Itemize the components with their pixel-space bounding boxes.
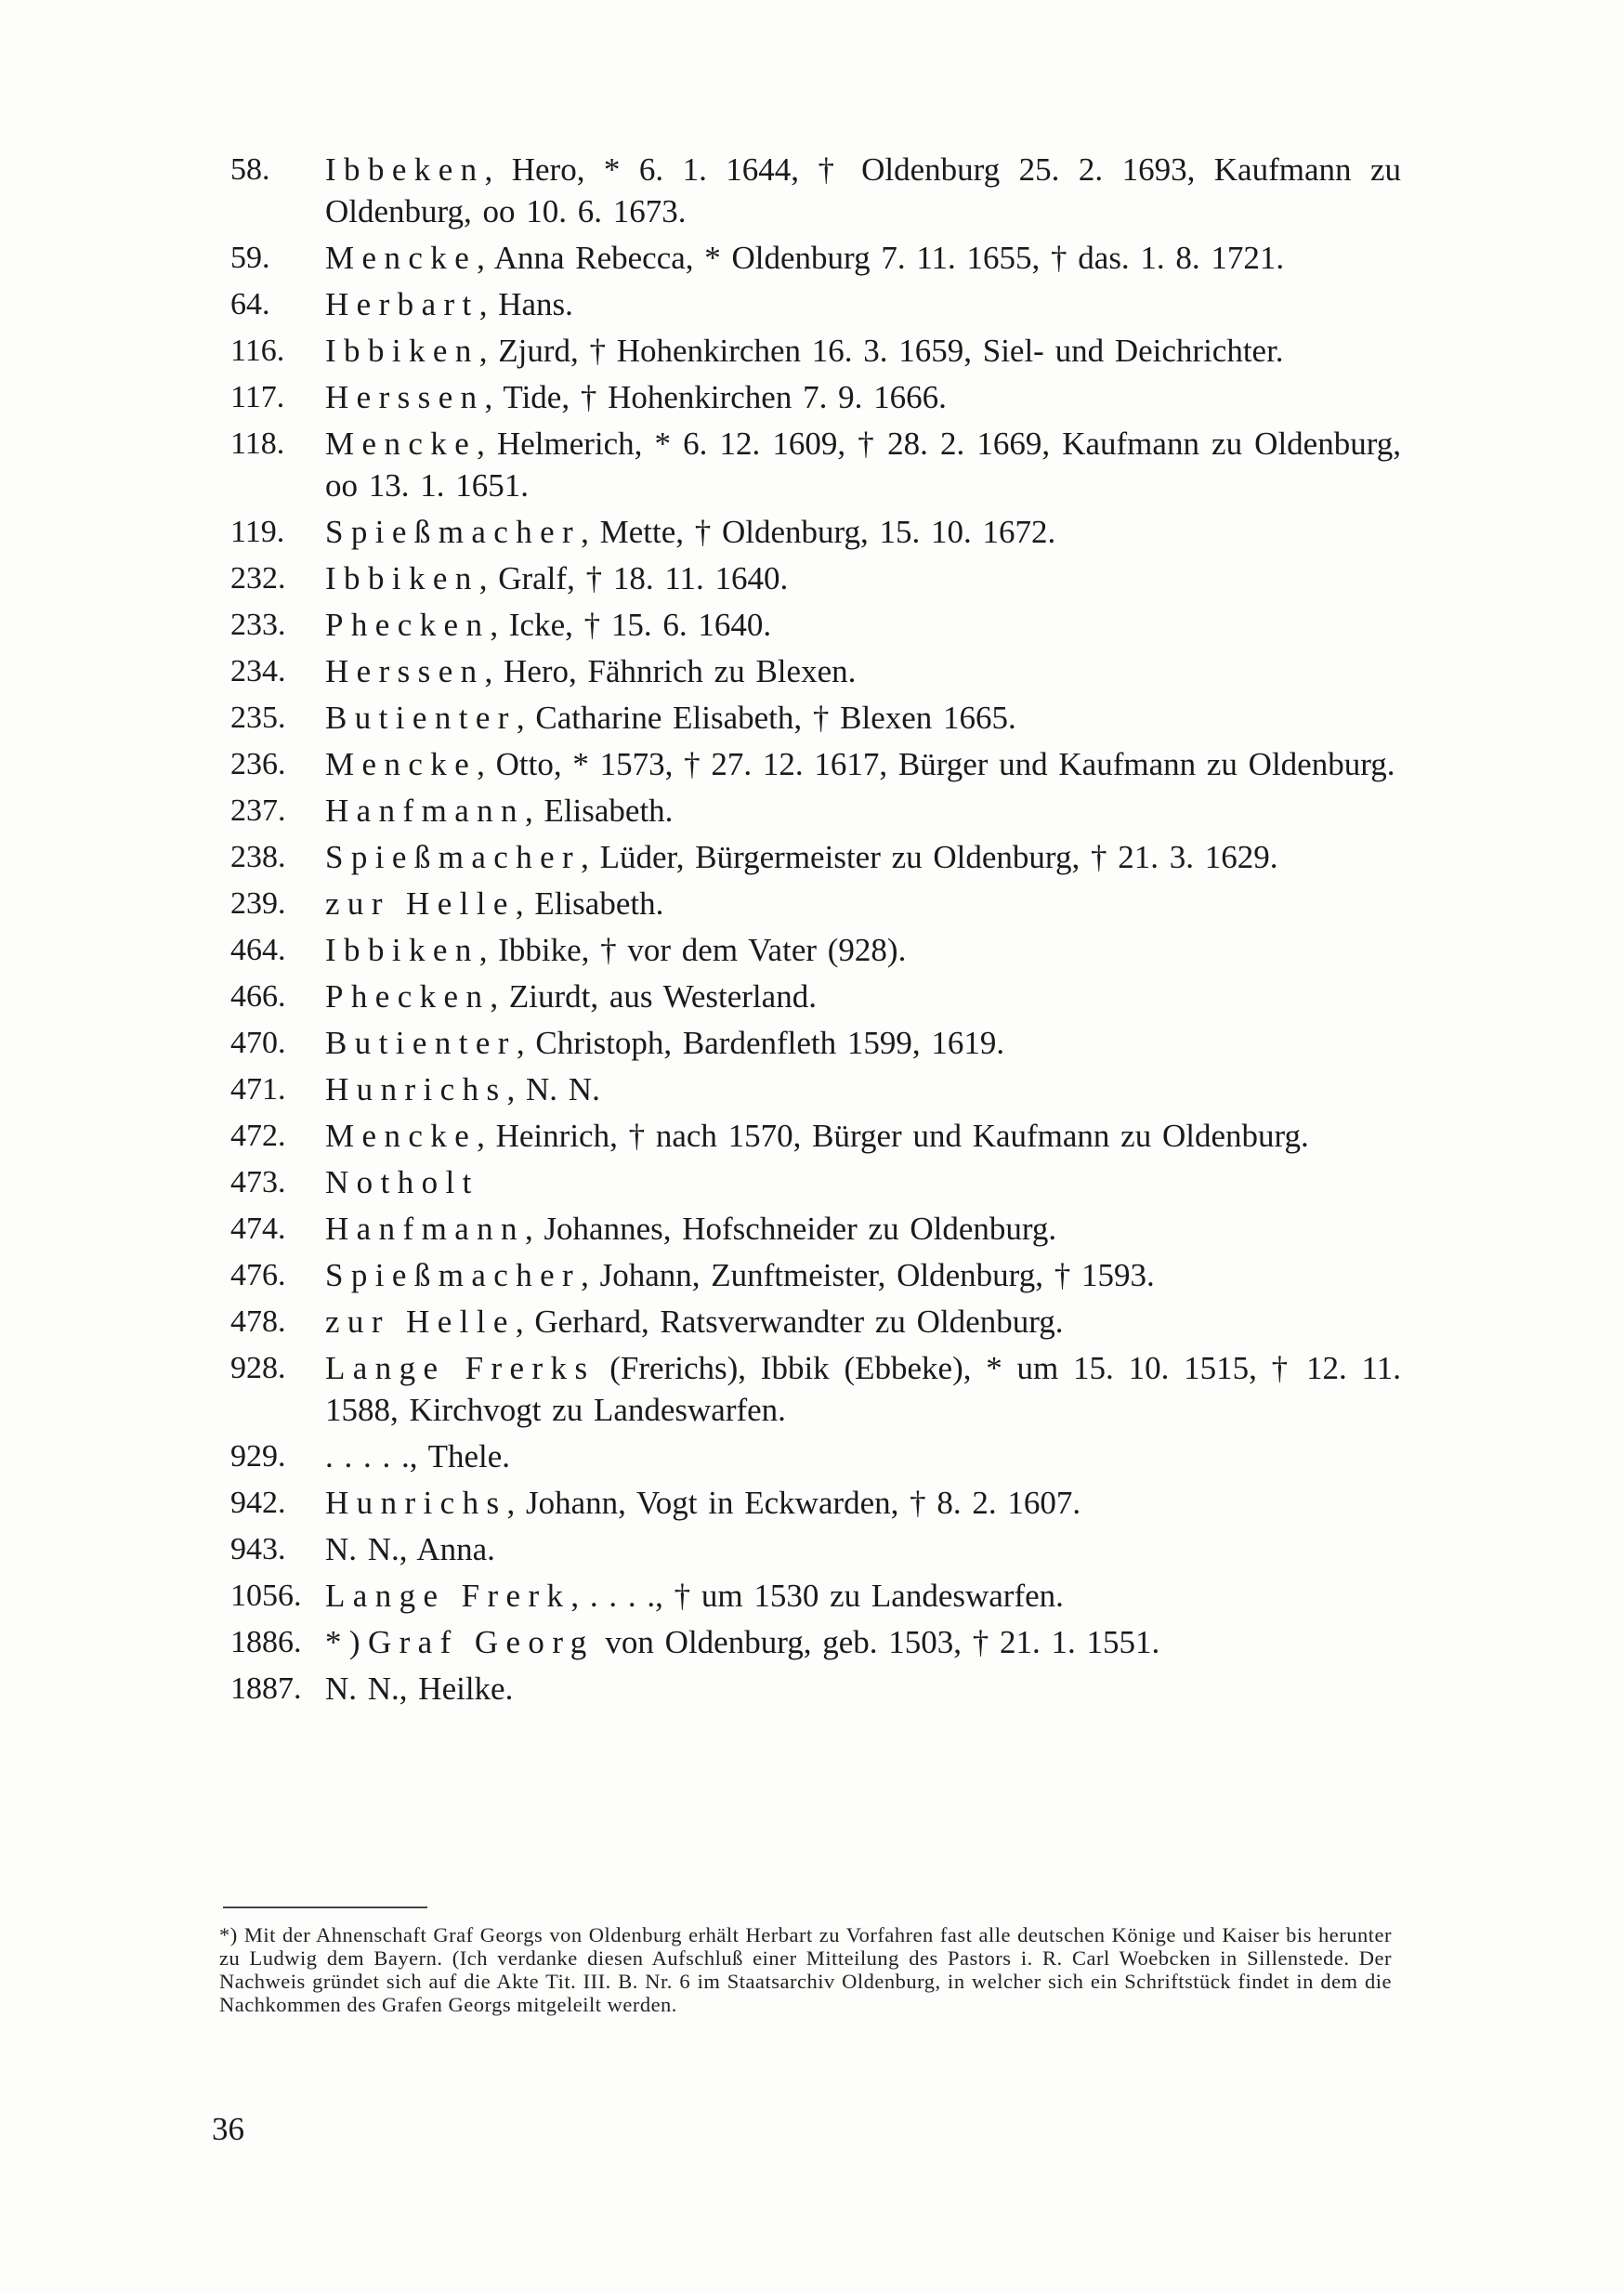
- genealogy-entry: [230, 1068, 1401, 1110]
- entry-surname: Mencke: [325, 1118, 478, 1154]
- entry-details: , Mette, † Oldenburg, 15. 10. 1672.: [581, 514, 1056, 550]
- entry-surname: Mencke: [325, 426, 478, 462]
- genealogy-entry: [230, 557, 1401, 599]
- entry-surname: Ibbiken: [325, 560, 479, 596]
- entry-number: 237.: [230, 793, 286, 828]
- entry-surname: Ibbiken: [325, 932, 479, 968]
- entry-details: , Lüder, Bürgermeister zu Oldenburg, † 21. 3. 1629.: [581, 839, 1278, 875]
- entry-details: , Johann, Zunftmeister, Oldenburg, † 1593.: [581, 1257, 1155, 1293]
- entry-surname: Herssen: [325, 653, 485, 689]
- entry-number: 238.: [230, 840, 286, 874]
- footnote-rule: [223, 1906, 427, 1908]
- entry-details: , N. N.: [506, 1071, 600, 1107]
- entry-number: 474.: [230, 1212, 286, 1246]
- entry-number: 472.: [230, 1119, 286, 1153]
- entry-number: 233.: [230, 608, 286, 642]
- genealogy-entry: [230, 1575, 1401, 1617]
- entry-details: N. N., Heilke.: [325, 1671, 514, 1707]
- entry-surname: Ibbiken: [325, 333, 479, 369]
- entry-details: , Hero, * 6. 1. 1644, † Oldenburg 25. 2. 1693, Kaufmann zu Oldenburg, oo 10. 6. 1673.: [325, 151, 1401, 229]
- entry-details: , Anna Rebecca, * Oldenburg 7. 11. 1655, † das. 1. 8. 1721.: [477, 240, 1285, 276]
- entry-number: 1056.: [230, 1579, 302, 1613]
- entry-details: , Zjurd, † Hohenkirchen 16. 3. 1659, Siel- und Deichrichter.: [478, 333, 1284, 369]
- entry-number: 118.: [230, 426, 285, 461]
- genealogy-entry-list: [230, 149, 1401, 1714]
- entry-details: , Icke, † 15. 6. 1640.: [490, 607, 772, 643]
- entry-details: , Elisabeth.: [524, 793, 674, 829]
- entry-number: 234.: [230, 654, 286, 688]
- genealogy-entry: [230, 1115, 1401, 1157]
- genealogy-entry: [230, 650, 1401, 692]
- genealogy-entry: [230, 1668, 1401, 1710]
- entry-surname: Notholt: [325, 1164, 479, 1200]
- footnote: *) Mit der Ahnenschaft Graf Georgs von Oldenburg erhält Herbart zu Vorfahren fast alle deutschen Könige und Kaiser bis herunter zu Ludwig dem Bayern. (Ich verdanke diesen Aufschluß einer Mitteilung des Pastors i. R. Carl Woebcken in Sillenstede. Der Nachweis gründet sich auf die Akte Tit. III. B. Nr. 6 im Staatsarchiv Oldenburg, in welcher sich ein Schriftstück findet in dem die Nachkommen des Grafen Georgs mitgeleilt werden.: [219, 1923, 1392, 2016]
- entry-number: 116.: [230, 334, 285, 368]
- entry-surname: Herbart: [325, 286, 479, 322]
- entry-surname: Ibbeken: [325, 151, 485, 188]
- entry-surname: Butienter: [325, 1025, 517, 1061]
- entry-number: 942.: [230, 1486, 286, 1520]
- entry-number: 929.: [230, 1439, 286, 1474]
- genealogy-entry: [230, 1254, 1401, 1296]
- entry-details: N. N., Anna.: [325, 1531, 495, 1567]
- entry-details: , Hans.: [478, 286, 573, 322]
- entry-surname: Hunrichs: [325, 1071, 507, 1107]
- entry-surname: Mencke: [325, 746, 478, 782]
- genealogy-entry: [230, 1621, 1401, 1663]
- genealogy-entry: [230, 511, 1401, 553]
- entry-surname: Lange Frerks: [325, 1350, 596, 1386]
- genealogy-entry: [230, 1528, 1401, 1570]
- genealogy-entry: [230, 149, 1401, 232]
- genealogy-entry: [230, 376, 1401, 418]
- genealogy-entry: [230, 1347, 1401, 1431]
- entry-number: 473.: [230, 1165, 286, 1199]
- entry-details: , Ziurdt, aus Westerland.: [490, 978, 817, 1015]
- entry-number: 59.: [230, 241, 270, 275]
- entry-details: , Catharine Elisabeth, † Blexen 1665.: [516, 700, 1016, 736]
- genealogy-entry: [230, 283, 1401, 325]
- entry-number: 236.: [230, 747, 286, 781]
- entry-surname: Mencke: [325, 240, 478, 276]
- entry-number: 464.: [230, 933, 286, 967]
- entry-number: 232.: [230, 561, 286, 596]
- genealogy-entry: [230, 1301, 1401, 1343]
- entry-surname: Herssen: [325, 379, 485, 415]
- entry-details: . . . . ., Thele.: [325, 1438, 511, 1474]
- entry-number: 58.: [230, 152, 270, 187]
- entry-details: , Hero, Fähnrich zu Blexen.: [484, 653, 857, 689]
- page-number: 36: [212, 2111, 244, 2147]
- entry-details: (Frerichs), Ibbik (Ebbeke), * um 15. 10. 1515, † 12. 11. 1588, Kirchvogt zu Landeswarfen.: [325, 1350, 1401, 1428]
- genealogy-entry: [230, 1022, 1401, 1064]
- genealogy-entry: [230, 604, 1401, 646]
- entry-surname: zur Helle: [325, 885, 516, 922]
- entry-number: 119.: [230, 515, 285, 549]
- genealogy-entry: [230, 423, 1401, 506]
- entry-surname: Spießmacher: [325, 514, 582, 550]
- entry-surname: Lange Frerk: [325, 1578, 571, 1614]
- entry-details: , Otto, * 1573, † 27. 12. 1617, Bürger und Kaufmann zu Oldenburg.: [477, 746, 1395, 782]
- entry-details: , Johannes, Hofschneider zu Oldenburg.: [524, 1211, 1057, 1247]
- entry-details: , Tide, † Hohenkirchen 7. 9. 1666.: [484, 379, 947, 415]
- entry-surname: Phecken: [325, 978, 491, 1015]
- genealogy-entry: [230, 330, 1401, 372]
- entry-number: 235.: [230, 701, 286, 735]
- entry-number: 928.: [230, 1351, 286, 1385]
- entry-details: , Heinrich, † nach 1570, Bürger und Kaufmann zu Oldenburg.: [477, 1118, 1309, 1154]
- entry-details: , Gralf, † 18. 11. 1640.: [478, 560, 789, 596]
- genealogy-entry: [230, 1208, 1401, 1250]
- entry-details: , Helmerich, * 6. 12. 1609, † 28. 2. 1669, Kaufmann zu Oldenburg, oo 13. 1. 1651.: [325, 426, 1401, 504]
- genealogy-entry: [230, 1435, 1401, 1477]
- entry-number: 943.: [230, 1532, 286, 1566]
- entry-number: 466.: [230, 979, 286, 1014]
- genealogy-entry: [230, 743, 1401, 785]
- entry-details: , Ibbike, † vor dem Vater (928).: [478, 932, 907, 968]
- entry-surname: Hunrichs: [325, 1485, 507, 1521]
- genealogy-entry: [230, 1161, 1401, 1203]
- entry-surname: Spießmacher: [325, 1257, 582, 1293]
- entry-details: , . . . ., † um 1530 zu Landeswarfen.: [570, 1578, 1064, 1614]
- entry-surname: zur Helle: [325, 1304, 516, 1340]
- entry-number: 476.: [230, 1258, 286, 1292]
- genealogy-entry: [230, 836, 1401, 878]
- entry-surname: Phecken: [325, 607, 491, 643]
- entry-surname: Spießmacher: [325, 839, 582, 875]
- entry-details: , Johann, Vogt in Eckwarden, † 8. 2. 1607.: [506, 1485, 1081, 1521]
- entry-number: 471.: [230, 1072, 286, 1107]
- entry-surname: Hanfmann: [325, 793, 525, 829]
- entry-number: 470.: [230, 1026, 286, 1060]
- entry-details: , Elisabeth.: [515, 885, 664, 922]
- genealogy-entry: [230, 1482, 1401, 1524]
- entry-number: 478.: [230, 1304, 286, 1339]
- genealogy-entry: [230, 790, 1401, 832]
- entry-number: 117.: [230, 380, 285, 414]
- genealogy-entry: [230, 976, 1401, 1017]
- genealogy-entry: [230, 237, 1401, 279]
- entry-details: , Gerhard, Ratsverwandter zu Oldenburg.: [515, 1304, 1064, 1340]
- entry-number: 1886.: [230, 1625, 302, 1659]
- entry-number: 1887.: [230, 1671, 302, 1706]
- entry-surname: Hanfmann: [325, 1211, 525, 1247]
- genealogy-entry: [230, 883, 1401, 924]
- genealogy-entry: [230, 697, 1401, 739]
- genealogy-entry: [230, 929, 1401, 971]
- entry-number: 239.: [230, 886, 286, 921]
- entry-surname: *)Graf Georg: [325, 1624, 595, 1660]
- entry-details: von Oldenburg, geb. 1503, † 21. 1. 1551.: [594, 1624, 1160, 1660]
- entry-details: , Christoph, Bardenfleth 1599, 1619.: [516, 1025, 1005, 1061]
- entry-number: 64.: [230, 287, 270, 321]
- entry-surname: Butienter: [325, 700, 517, 736]
